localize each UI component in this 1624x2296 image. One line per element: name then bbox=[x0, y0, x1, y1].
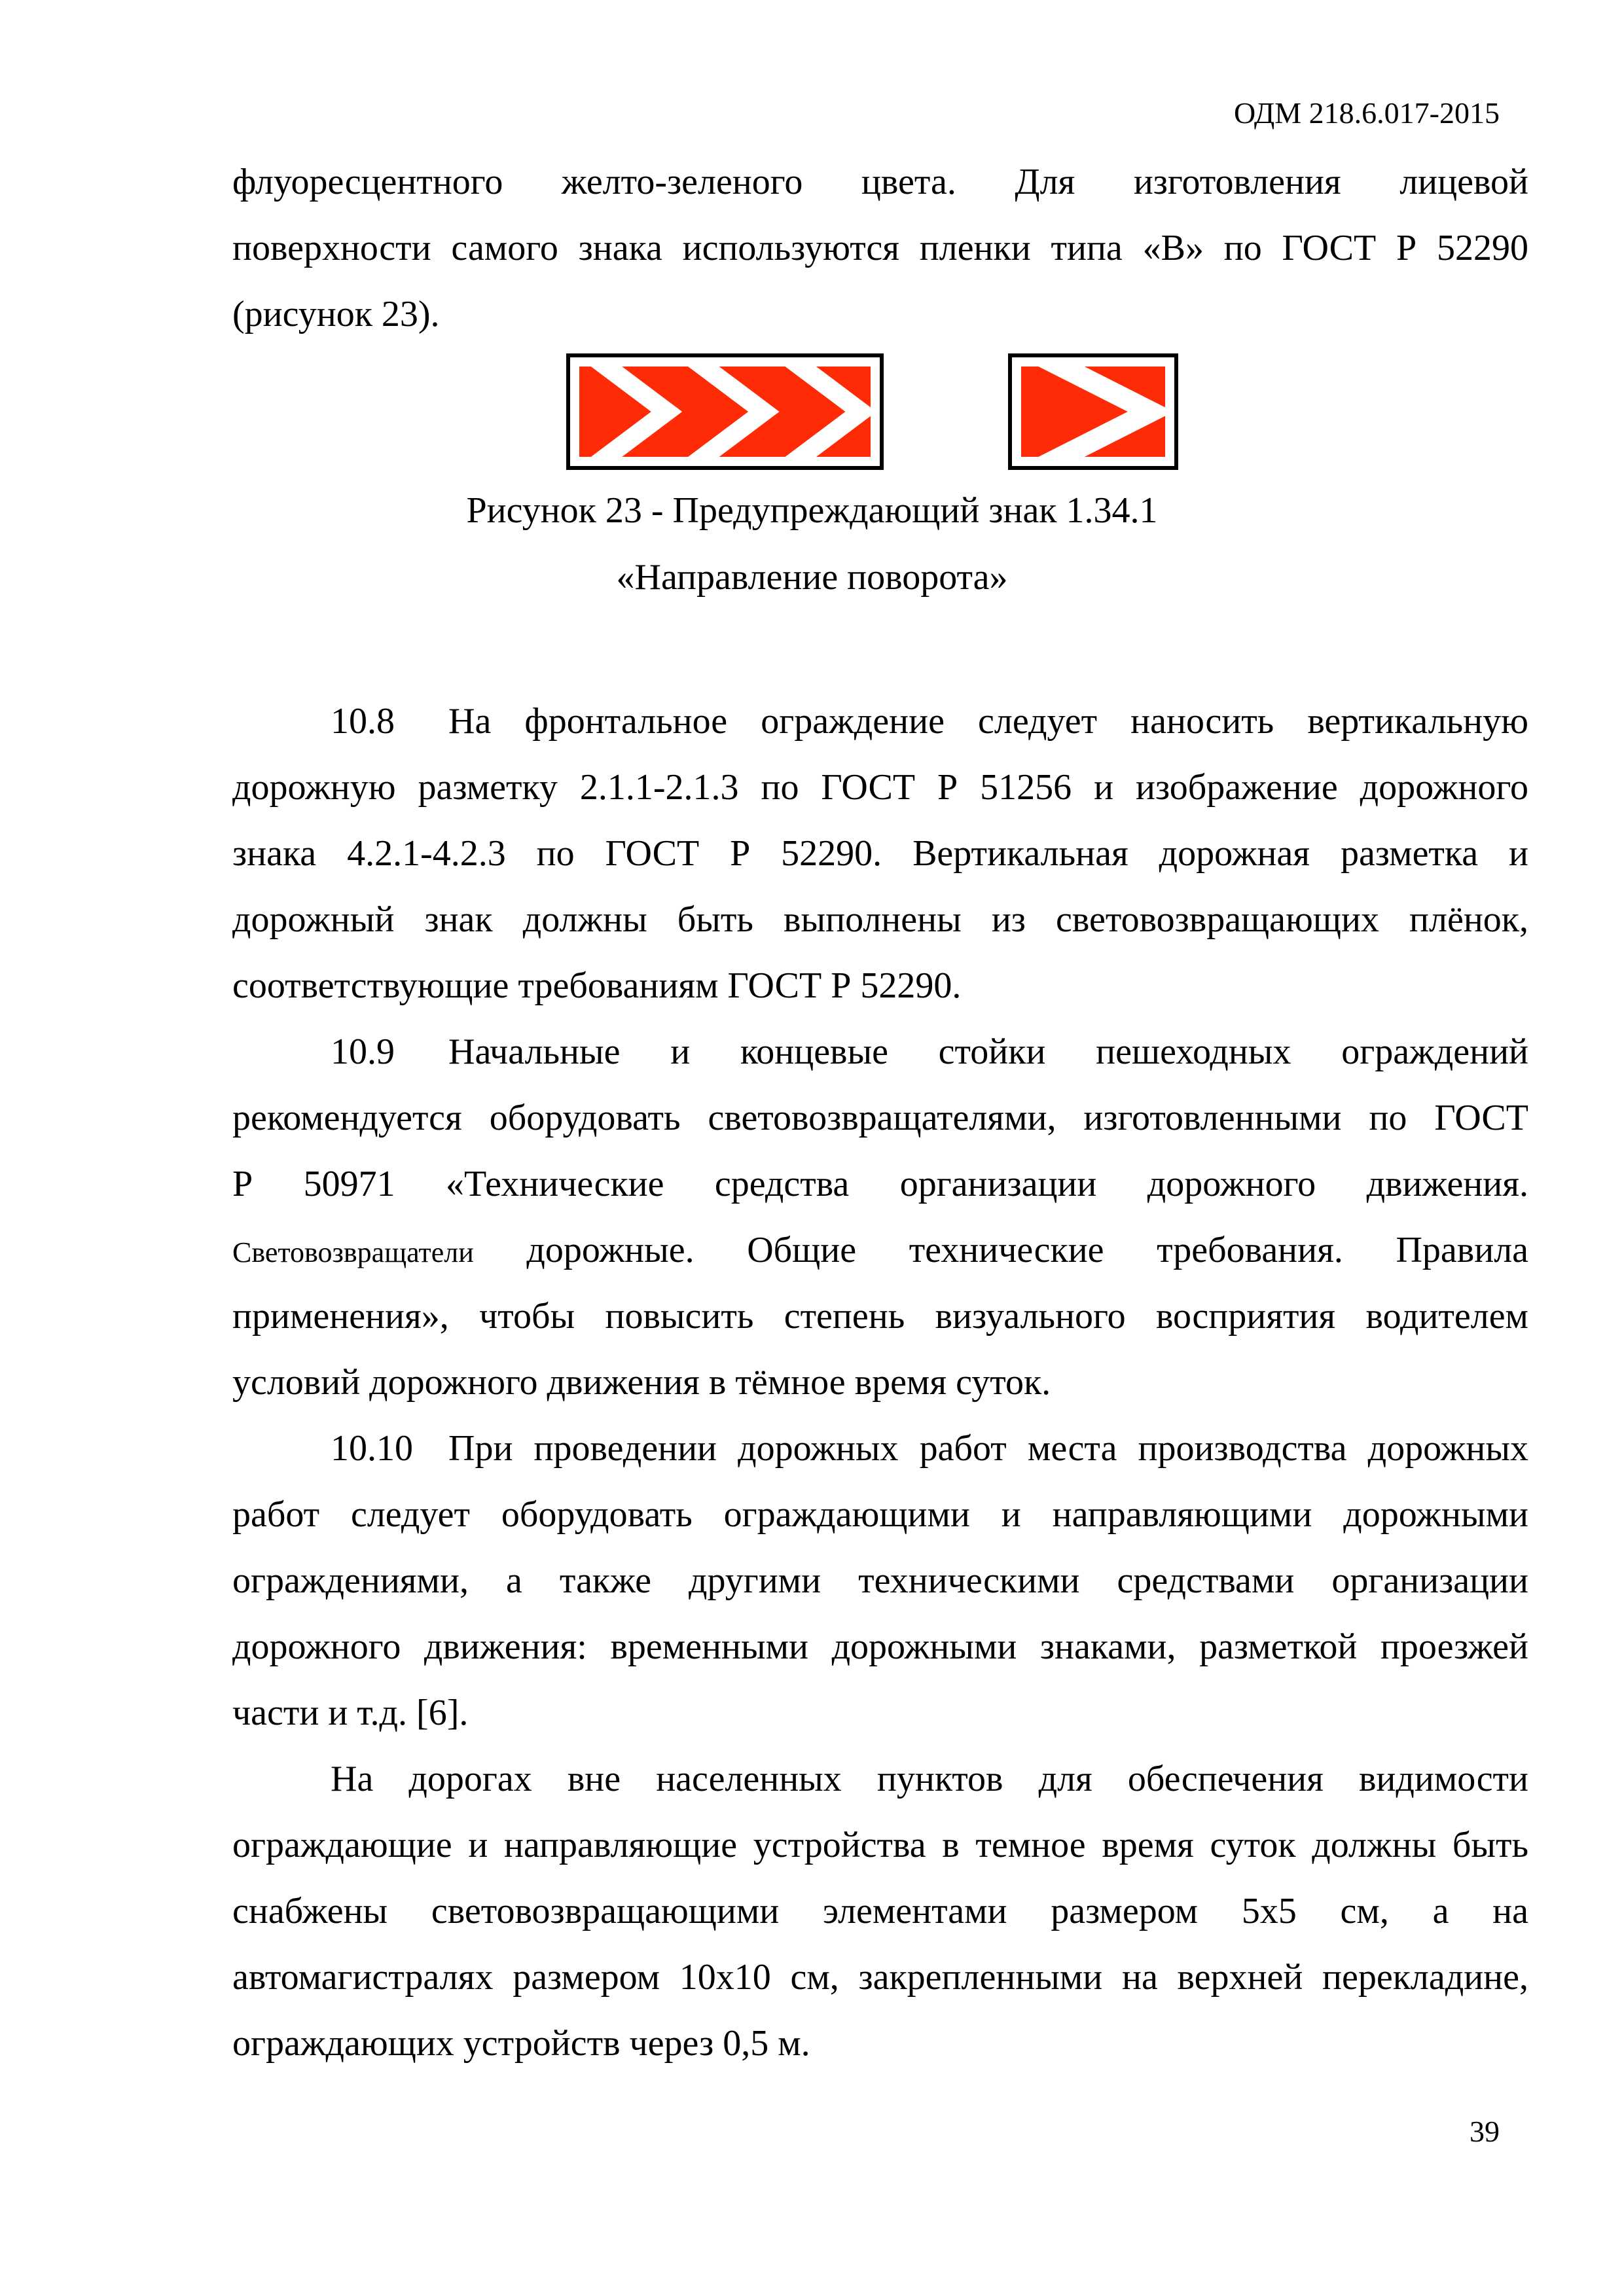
text-fragment-small: Световозвращатели bbox=[232, 1236, 474, 1268]
text-line: ограждениями, а также другими техническими средствами организации bbox=[232, 1560, 1528, 1601]
figure-caption-title: Рисунок 23 - Предупреждающий знак 1.34.1 bbox=[466, 490, 1158, 531]
sign-1-34-1-triple-chevron bbox=[566, 353, 884, 470]
text-line: Р 50971 «Технические средства организации дорожного движения. bbox=[232, 1164, 1528, 1204]
text-line: части и т.д. [6]. bbox=[232, 1693, 469, 1733]
text-line: соответствующие требованиям ГОСТ Р 52290. bbox=[232, 965, 962, 1006]
text-line bbox=[232, 689, 1528, 755]
paragraph-number: 10.10 bbox=[331, 1428, 413, 1469]
text-line: знака 4.2.1-4.2.3 по ГОСТ Р 52290. Вертикальная дорожная разметка и bbox=[232, 833, 1528, 874]
paragraph-roads bbox=[232, 1746, 1528, 2077]
text-line bbox=[232, 1416, 1528, 1482]
text-fragment: дорожные. Общие технические требования. Правила bbox=[526, 1230, 1528, 1270]
document-code: ОДМ 218.6.017-2015 bbox=[1233, 96, 1500, 130]
text-fragment: На фронтальное ограждение следует наносить вертикальную bbox=[448, 701, 1528, 742]
text-line: условий дорожного движения в тёмное время суток. bbox=[232, 1362, 1051, 1403]
triple-chevron-sign-graphic bbox=[579, 367, 871, 457]
text-line: поверхности самого знака используются пленки типа «В» по ГОСТ Р 52290 bbox=[232, 228, 1528, 268]
text-line: флуоресцентного желто-зеленого цвета. Для изготовления лицевой bbox=[232, 162, 1528, 202]
single-chevron-sign-graphic bbox=[1021, 367, 1165, 457]
paragraph-10-8 bbox=[232, 689, 1528, 1019]
paragraph-10-10 bbox=[232, 1416, 1528, 1746]
text-line: ограждающие и направляющие устройства в темное время суток должны быть bbox=[232, 1825, 1528, 1865]
text-line: дорожного движения: временными дорожными знаками, разметкой проезжей bbox=[232, 1626, 1528, 1667]
intro-paragraph bbox=[232, 149, 1528, 348]
text-line: снабжены световозвращающими элементами размером 5х5 см, а на bbox=[232, 1891, 1528, 1931]
text-line bbox=[232, 1217, 1528, 1283]
sign-1-34-1-single-chevron bbox=[1008, 353, 1178, 470]
text-line: автомагистралях размером 10х10 см, закрепленными на верхней перекладине, bbox=[232, 1957, 1528, 1998]
paragraph-10-9 bbox=[232, 1019, 1528, 1416]
page-number: 39 bbox=[1470, 2115, 1500, 2148]
text-line: применения», чтобы повысить степень визуального восприятия водителем bbox=[232, 1296, 1528, 1336]
text-fragment: Начальные и концевые стойки пешеходных ограждений bbox=[448, 1031, 1528, 1072]
paragraph-number: 10.8 bbox=[331, 701, 395, 742]
text-line: На дорогах вне населенных пунктов для обеспечения видимости bbox=[331, 1759, 1528, 1799]
text-line: работ следует оборудовать ограждающими и направляющими дорожными bbox=[232, 1494, 1528, 1535]
text-line: ограждающих устройств через 0,5 м. bbox=[232, 2023, 810, 2064]
text-fragment: При проведении дорожных работ места производства дорожных bbox=[448, 1428, 1528, 1469]
figure-23 bbox=[0, 353, 1624, 471]
text-line: дорожный знак должны быть выполнены из световозвращающих плёнок, bbox=[232, 899, 1528, 940]
text-line: рекомендуется оборудовать световозвращателями, изготовленными по ГОСТ bbox=[232, 1098, 1528, 1138]
figure-caption-name: «Направление поворота» bbox=[616, 557, 1008, 598]
paragraph-number: 10.9 bbox=[331, 1031, 395, 1072]
text-line: дорожную разметку 2.1.1-2.1.3 по ГОСТ Р 51256 и изображение дорожного bbox=[232, 767, 1528, 808]
text-line: (рисунок 23). bbox=[232, 294, 440, 334]
text-line bbox=[232, 1019, 1528, 1085]
